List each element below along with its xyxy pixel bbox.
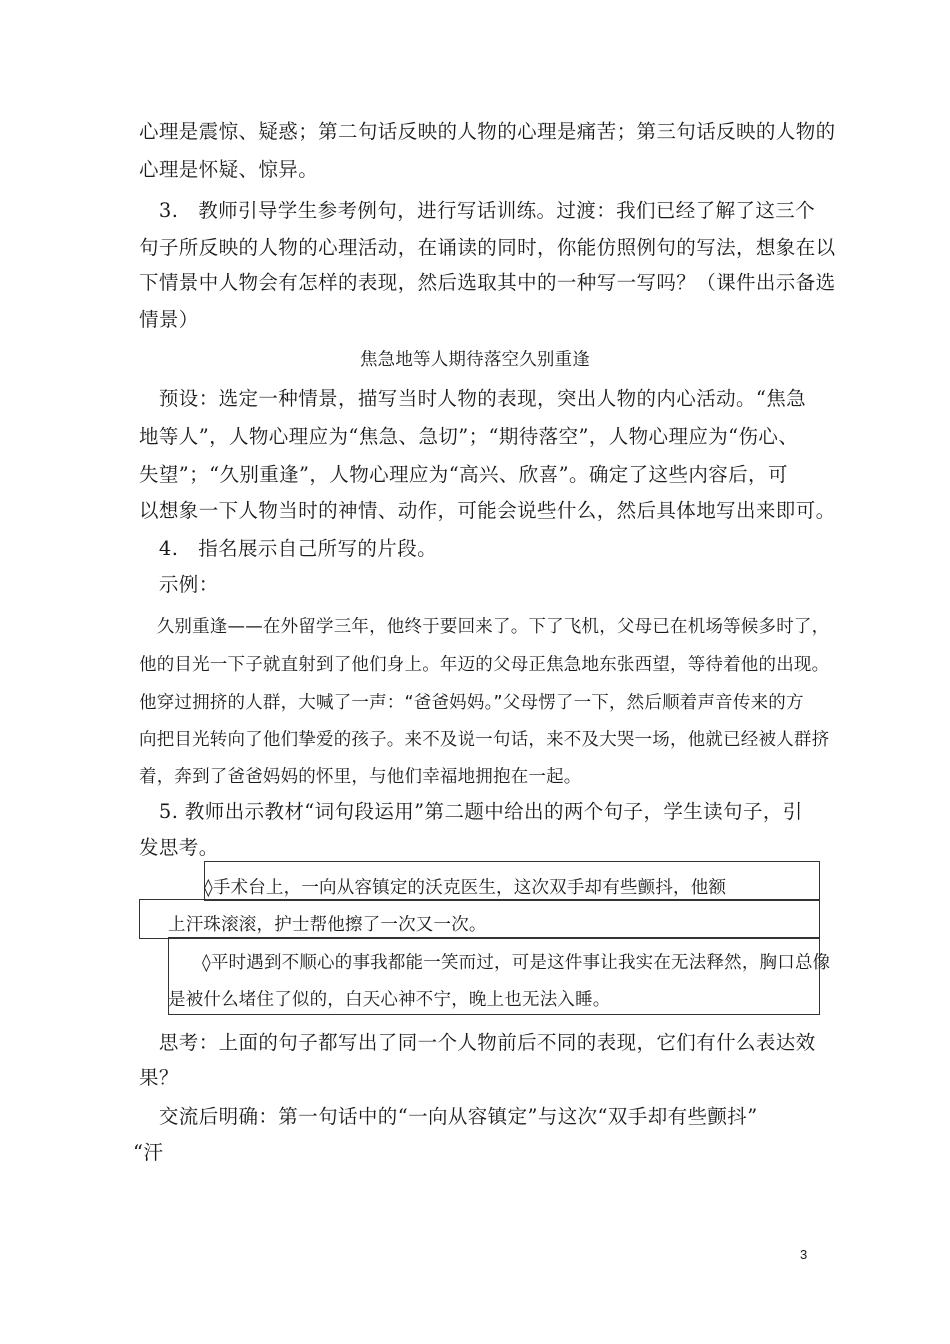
example-line: 久别重逢——在外留学三年，他终于要回来了。下了飞机，父母已在机场等候多时了， (139, 617, 830, 637)
body-line: 心理是震惊、疑惑；第二句话反映的人物的心理是痛苦；第三句话反映的人物的 (139, 120, 836, 143)
closing-line: 思考：上面的句子都写出了同一个人物前后不同的表现，它们有什么表达效 (139, 1031, 816, 1054)
preset-line: 以想象一下人物当时的神情、动作，可能会说些什么，然后具体地写出来即可。 (139, 499, 836, 522)
body-line: 句子所反映的人物的心理活动，在诵读的同时，你能仿照例句的写法，想象在以 (139, 236, 836, 259)
example-line: 向把目光转向了他们挚爱的孩子。来不及说一句话，来不及大哭一场，他就已经被人群挤 (139, 730, 830, 750)
example-sentence-2-cont: 是被什么堵住了似的，白天心神不宁，晚上也无法入睡。 (168, 990, 611, 1010)
example-line: 他穿过拥挤的人群，大喊了一声：“爸爸妈妈。”父母愣了一下，然后顺着声音传来的方 (139, 693, 804, 713)
body-line: 心理是怀疑、惊异。 (139, 158, 319, 181)
body-line: 3. 教师引导学生参考例句，进行写话训练。过渡：我们已经了解了这三个 (139, 199, 816, 222)
example-sentence-1: ◊手术台上，一向从容镇定的沃克医生，这次双手却有些颤抖，他额 (204, 878, 727, 898)
preset-line: 示例： (139, 573, 219, 596)
example-sentence-1-cont: 上汗珠滚滚，护士帮他擦了一次又一次。 (168, 915, 487, 935)
page-number: 3 (800, 1247, 808, 1262)
task5-line: 5. 教师出示教材“词句段运用”第二题中给出的两个句子，学生读句子，引 (139, 800, 803, 823)
scenarios-heading: 焦急地等人期待落空久别重逢 (359, 350, 591, 370)
body-line: 情景） (139, 308, 199, 331)
closing-line: 果？ (139, 1066, 179, 1089)
preset-line: 预设：选定一种情景，描写当时人物的表现，突出人物的内心活动。“焦急 (139, 387, 807, 410)
preset-line: 失望”；“久别重逢”，人物心理应为“高兴、欣喜”。确定了这些内容后，可 (139, 463, 788, 486)
preset-line: 4. 指名展示自己所写的片段。 (139, 537, 438, 560)
task5-line: 发思考。 (139, 836, 219, 859)
example-sentence-2: ◊平时遇到不顺心的事我都能一笑而过，可是这件事让我实在无法释然，胸口总像 (202, 953, 831, 973)
closing-line: 交流后明确：第一句话中的“一向从容镇定”与这次“双手却有些颤抖” (139, 1105, 758, 1128)
example-line: 着，奔到了爸爸妈妈的怀里，与他们幸福地拥抱在一起。 (139, 767, 582, 787)
example-line: 他的目光一下子就直射到了他们身上。年迈的父母正焦急地东张西望，等待着他的出现。 (139, 655, 830, 675)
body-line: 下情景中人物会有怎样的表现，然后选取其中的一种写一写吗？（课件出示备选 (139, 271, 836, 294)
preset-line: 地等人”，人物心理应为“焦急、急切”；“期待落空”，人物心理应为“伤心、 (139, 425, 799, 448)
closing-line: “汗 (133, 1141, 164, 1164)
